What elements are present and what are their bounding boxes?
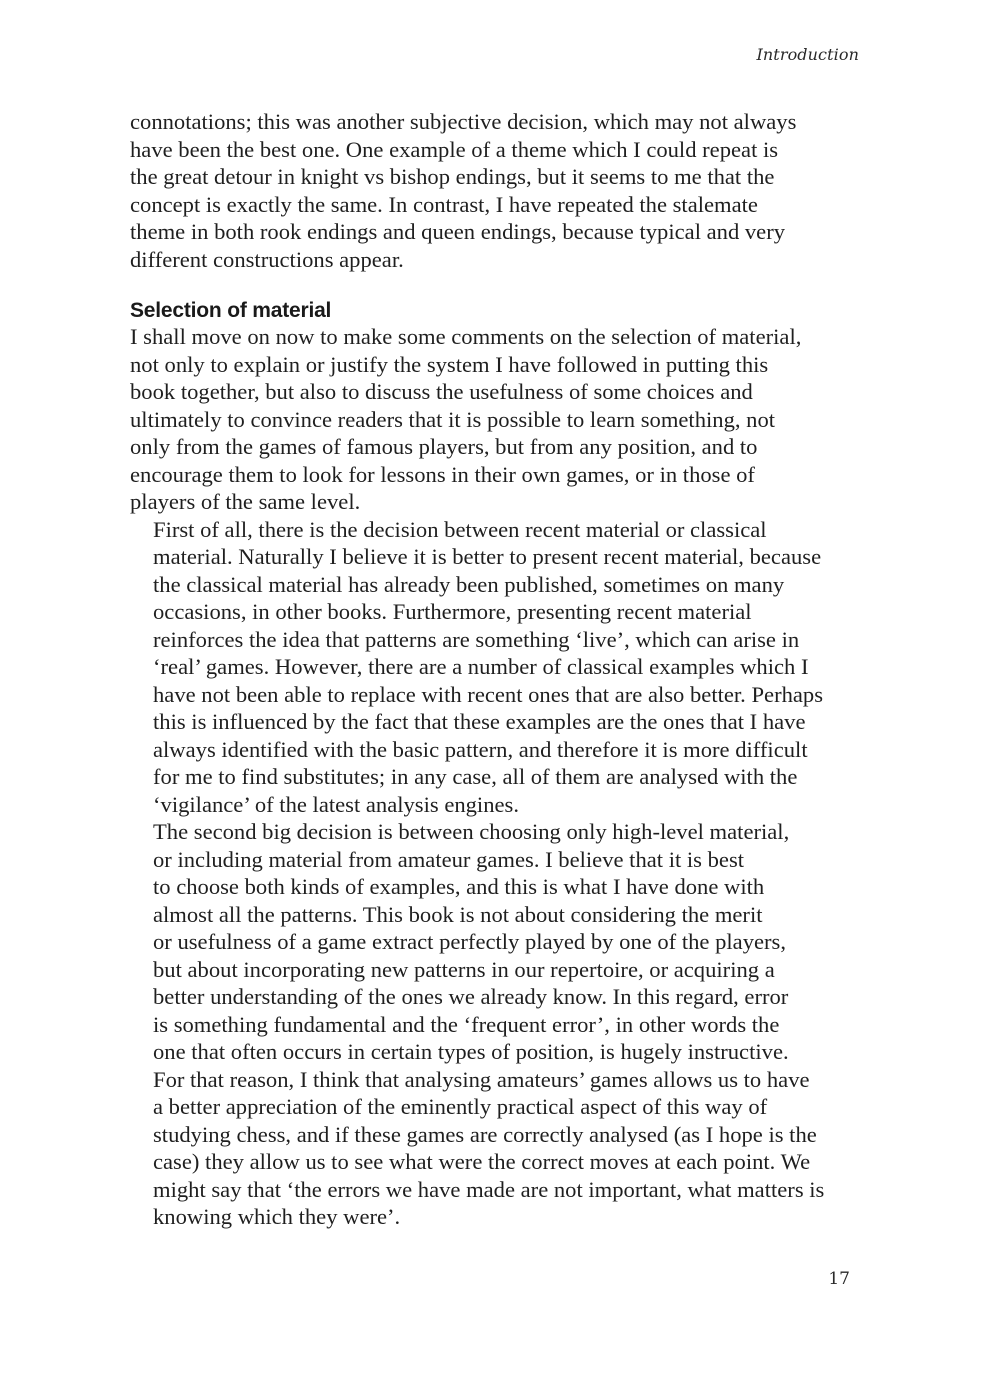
text-line: knowing which they were’. — [153, 1204, 401, 1229]
text-line: ‘vigilance’ of the latest analysis engines. — [153, 791, 519, 817]
text-line: different constructions appear. — [130, 246, 404, 272]
text-line: occasions, in other books. Furthermore, presenting recent material — [153, 599, 752, 624]
text-line: might say that ‘the errors we have made are not important, what matters is — [153, 1176, 825, 1202]
text-line: ultimately to convince readers that it is possible to learn something, not — [130, 406, 776, 432]
paragraph-selection-intro — [130, 323, 865, 516]
text-line: for me to find substitutes; in any case, all of them are analysed with the — [153, 764, 798, 789]
text-line: always identified with the basic pattern, and therefore it is more difficult — [153, 736, 808, 762]
paragraph-high-level-vs-amateur — [130, 818, 865, 1231]
text-line: a better appreciation of the eminently practical aspect of this way of — [153, 1094, 768, 1119]
text-line: First of all, there is the decision between recent material or classical — [153, 516, 767, 542]
paragraph-recent-vs-classical — [130, 516, 865, 819]
text-line: case) they allow us to see what were the correct moves at each point. We — [153, 1149, 811, 1174]
text-line: to choose both kinds of examples, and this is what I have done with — [153, 874, 765, 899]
text-line: only from the games of famous players, but from any position, and to — [130, 434, 758, 459]
text-line: I shall move on now to make some comments on the selection of material, — [130, 324, 802, 349]
text-line: the great detour in knight vs bishop endings, but it seems to me that the — [130, 164, 775, 189]
page-body — [130, 108, 865, 1231]
text-line: but about incorporating new patterns in our repertoire, or acquiring a — [153, 956, 775, 982]
text-line: almost all the patterns. This book is not about considering the merit — [153, 901, 763, 927]
text-line: have been the best one. One example of a theme which I could repeat is — [130, 136, 779, 162]
text-line: or including material from amateur games. I believe that it is best — [153, 846, 745, 872]
paragraph-connotations — [130, 108, 865, 273]
page-number: 17 — [828, 1269, 850, 1289]
text-line: this is influenced by the fact that these examples are the ones that I have — [153, 709, 806, 734]
text-line: one that often occurs in certain types of position, is hugely instructive. — [153, 1039, 789, 1064]
text-line: material. Naturally I believe it is better to present recent material, because — [153, 544, 822, 569]
text-line: book together, but also to discuss the usefulness of some choices and — [130, 379, 753, 404]
text-line: encourage them to look for lessons in their own games, or in those of — [130, 461, 755, 487]
text-line: not only to explain or justify the system I have followed in putting this — [130, 351, 769, 377]
text-line: studying chess, and if these games are correctly analysed (as I hope is the — [153, 1121, 817, 1147]
text-line: The second big decision is between choosing only high-level material, — [153, 819, 790, 844]
running-head: Introduction — [756, 45, 859, 64]
text-line: have not been able to replace with recent ones that are also better. Perhaps — [153, 681, 824, 707]
text-line: concept is exactly the same. In contrast, I have repeated the stalemate — [130, 191, 758, 217]
text-line: ‘real’ games. However, there are a number of classical examples which I — [153, 654, 809, 679]
text-line: For that reason, I think that analysing amateurs’ games allows us to have — [153, 1066, 810, 1092]
text-line: reinforces the idea that patterns are something ‘live’, which can arise in — [153, 626, 800, 652]
text-line: the classical material has already been published, sometimes on many — [153, 571, 785, 597]
text-line: is something fundamental and the ‘frequent error’, in other words the — [153, 1011, 780, 1037]
text-line: better understanding of the ones we already know. In this regard, error — [153, 984, 789, 1009]
text-line: or usefulness of a game extract perfectly played by one of the players, — [153, 929, 787, 954]
text-line: theme in both rook endings and queen endings, because typical and very — [130, 219, 786, 244]
text-line: players of the same level. — [130, 489, 361, 514]
text-line: connotations; this was another subjective decision, which may not always — [130, 109, 797, 134]
section-heading: Selection of material — [130, 299, 332, 322]
